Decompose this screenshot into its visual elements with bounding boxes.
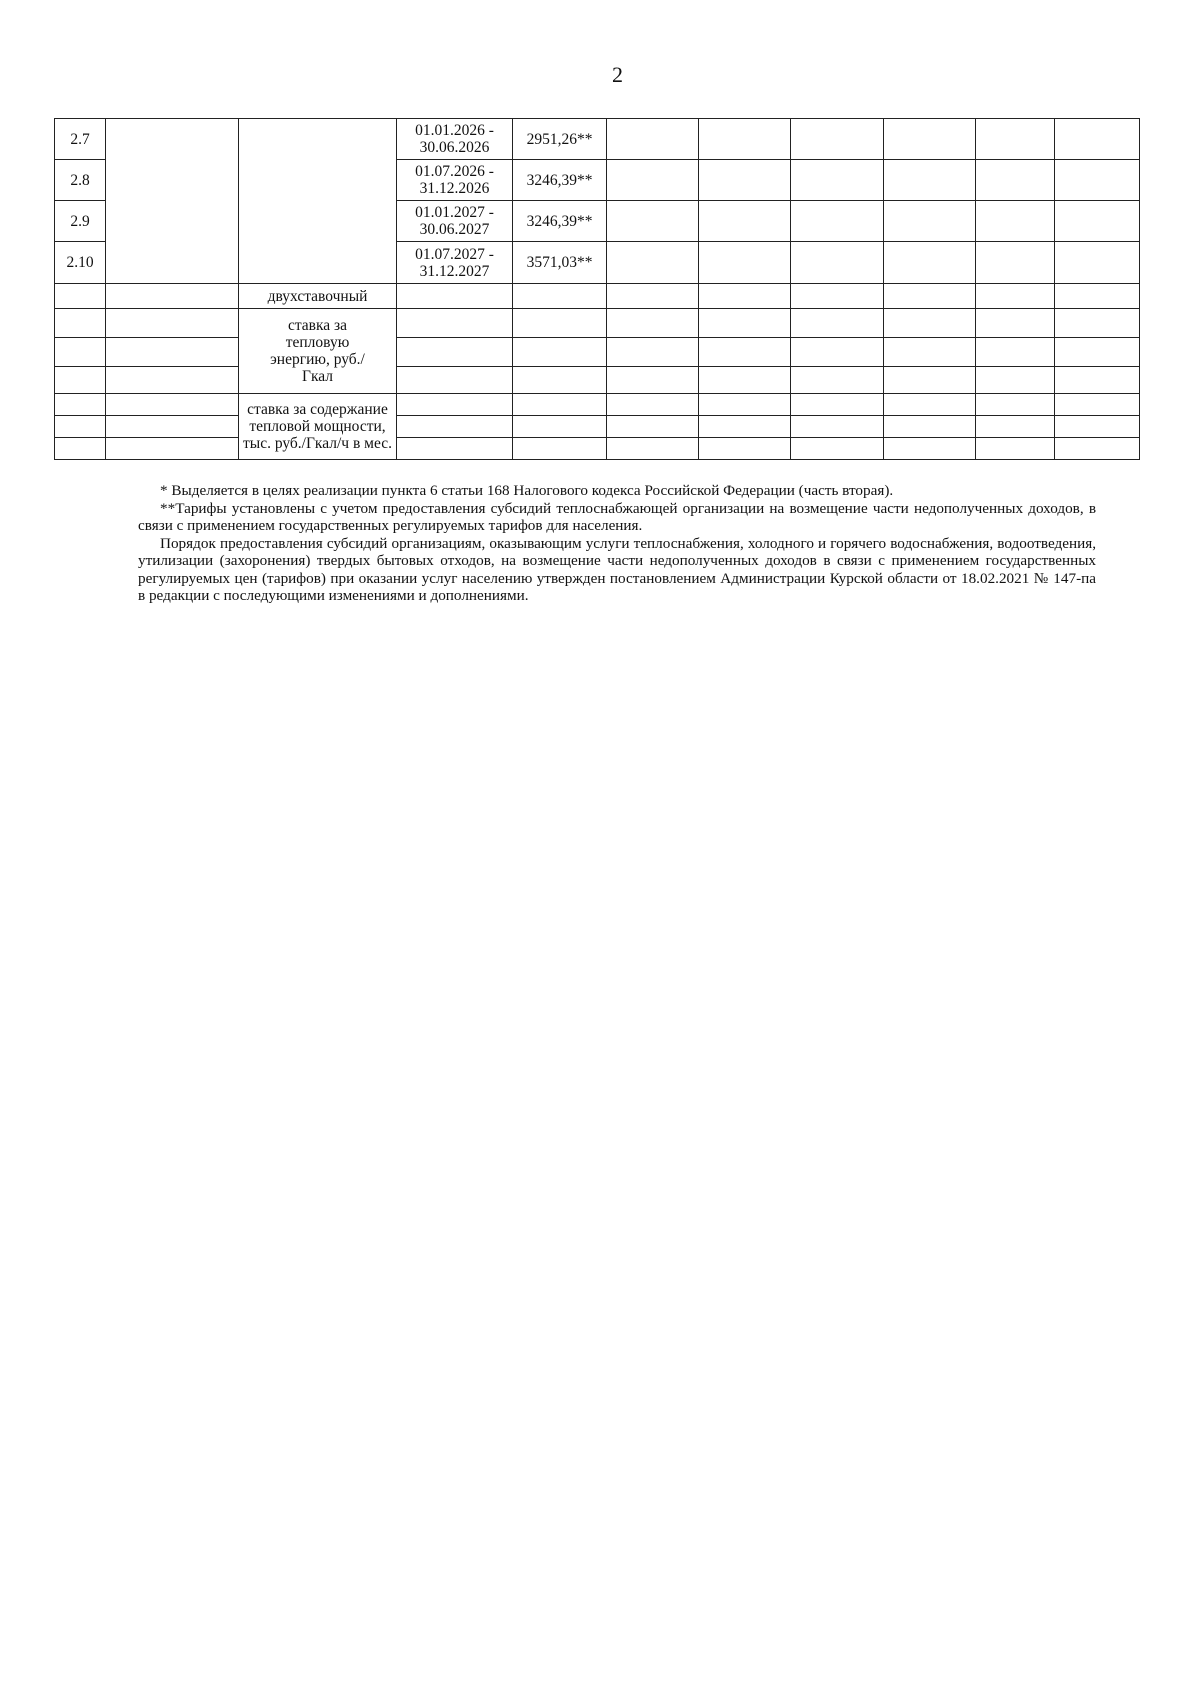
empty-cell [884, 119, 976, 160]
empty-cell [513, 367, 607, 394]
empty-cell [699, 201, 791, 242]
empty-cell [1055, 367, 1140, 394]
empty-cell [607, 416, 699, 438]
empty-cell [884, 309, 976, 338]
empty-cell [607, 309, 699, 338]
period-cell [397, 119, 513, 160]
period-cell [397, 201, 513, 242]
table-row [55, 309, 1140, 338]
period-start: 01.01.2026 - [415, 122, 494, 139]
empty-cell [699, 394, 791, 416]
empty-cell [791, 394, 884, 416]
period-cell [397, 242, 513, 284]
empty-cell [791, 119, 884, 160]
empty-cell [106, 284, 239, 309]
empty-cell [699, 119, 791, 160]
empty-cell [607, 394, 699, 416]
empty-cell [976, 242, 1055, 284]
empty-cell [607, 338, 699, 367]
empty-cell [607, 242, 699, 284]
table-row [55, 119, 1140, 160]
empty-cell [791, 438, 884, 460]
empty-cell [106, 367, 239, 394]
empty-cell [55, 416, 106, 438]
period-start: 01.01.2027 - [415, 204, 494, 221]
empty-cell [1055, 160, 1140, 201]
empty-cell [397, 438, 513, 460]
empty-cell [976, 309, 1055, 338]
empty-cell [513, 394, 607, 416]
footnote-subsidy: **Тарифы установлены с учетом предоставления субсидий теплоснабжающей организации на возмещение части недополученных доходов, в связи с применением государственных регулируемых тарифов для населения. [138, 499, 1096, 534]
table-row [55, 416, 1140, 438]
empty-cell [607, 438, 699, 460]
table-row [55, 394, 1140, 416]
row-number: 2.10 [55, 242, 106, 284]
row-number: 2.7 [55, 119, 106, 160]
tariff-value: 3571,03** [513, 242, 607, 284]
empty-cell [884, 394, 976, 416]
empty-cell [397, 338, 513, 367]
empty-cell [106, 119, 239, 284]
empty-cell [1055, 201, 1140, 242]
empty-cell [976, 438, 1055, 460]
empty-cell [699, 160, 791, 201]
empty-cell [1055, 242, 1140, 284]
empty-cell [55, 394, 106, 416]
empty-cell [884, 201, 976, 242]
empty-cell [1055, 309, 1140, 338]
empty-cell [55, 367, 106, 394]
empty-cell [55, 284, 106, 309]
empty-cell [791, 338, 884, 367]
empty-cell [699, 284, 791, 309]
capacity-rate-label: ставка за содержание тепловой мощности, тыс. руб./Гкал/ч в мес. [239, 394, 397, 460]
empty-cell [791, 284, 884, 309]
empty-cell [513, 438, 607, 460]
empty-cell [791, 160, 884, 201]
row-number: 2.8 [55, 160, 106, 201]
empty-cell [699, 367, 791, 394]
empty-cell [699, 416, 791, 438]
empty-cell [976, 119, 1055, 160]
empty-cell [699, 438, 791, 460]
row-number: 2.9 [55, 201, 106, 242]
period-start: 01.07.2026 - [415, 163, 494, 180]
empty-cell [976, 160, 1055, 201]
empty-cell [791, 367, 884, 394]
empty-cell [397, 416, 513, 438]
empty-cell [976, 394, 1055, 416]
empty-cell [699, 242, 791, 284]
empty-cell [1055, 438, 1140, 460]
empty-cell [976, 284, 1055, 309]
empty-cell [1055, 394, 1140, 416]
empty-cell [976, 338, 1055, 367]
subsidy-procedure-paragraph: Порядок предоставления субсидий организациям, оказывающим услуги теплоснабжения, холодного и горячего водоснабжения, водоотведения, утилизации (захоронения) твердых бытовых отходов, на возмещение части недополученных доходов в связи с применением государственных регулируемых цен (тарифов) при оказании услуг населению утвержден постановлением Администрации Курской области от 18.02.2021 № 147-па в редакции с последующими изменениями и дополнениями. [138, 534, 1096, 604]
empty-cell [106, 309, 239, 338]
empty-cell [791, 416, 884, 438]
empty-cell [976, 201, 1055, 242]
empty-cell [884, 367, 976, 394]
empty-cell [513, 416, 607, 438]
tariff-table [54, 118, 1140, 460]
period-end: 31.12.2026 [419, 180, 490, 197]
empty-cell [976, 416, 1055, 438]
empty-cell [884, 438, 976, 460]
empty-cell [699, 309, 791, 338]
table-row [55, 367, 1140, 394]
empty-cell [106, 394, 239, 416]
period-end: 30.06.2026 [419, 139, 490, 156]
empty-cell [607, 119, 699, 160]
period-start: 01.07.2027 - [415, 245, 494, 263]
empty-cell [791, 201, 884, 242]
empty-cell [1055, 284, 1140, 309]
empty-cell [513, 309, 607, 338]
table-row [55, 438, 1140, 460]
table-row [55, 338, 1140, 367]
empty-cell [55, 309, 106, 338]
empty-cell [513, 338, 607, 367]
empty-cell [397, 309, 513, 338]
empty-cell [397, 367, 513, 394]
period-end: 31.12.2027 [419, 262, 490, 280]
period-cell [397, 160, 513, 201]
empty-cell [239, 119, 397, 284]
period-end: 30.06.2027 [419, 221, 490, 238]
empty-cell [397, 394, 513, 416]
empty-cell [884, 284, 976, 309]
empty-cell [791, 242, 884, 284]
empty-cell [791, 309, 884, 338]
empty-cell [513, 284, 607, 309]
empty-cell [607, 201, 699, 242]
empty-cell [884, 242, 976, 284]
empty-cell [1055, 338, 1140, 367]
energy-rate-label: ставка за тепловую энергию, руб./Гкал [239, 309, 397, 394]
empty-cell [699, 338, 791, 367]
empty-cell [1055, 416, 1140, 438]
page-number: 2 [612, 62, 623, 87]
empty-cell [884, 160, 976, 201]
empty-cell [1055, 119, 1140, 160]
empty-cell [607, 367, 699, 394]
empty-cell [55, 338, 106, 367]
empty-cell [884, 416, 976, 438]
empty-cell [397, 284, 513, 309]
empty-cell [106, 416, 239, 438]
empty-cell [607, 160, 699, 201]
empty-cell [55, 438, 106, 460]
empty-cell [106, 338, 239, 367]
empty-cell [976, 367, 1055, 394]
tariff-value: 3246,39** [513, 201, 607, 242]
empty-cell [607, 284, 699, 309]
tariff-value: 3246,39** [513, 160, 607, 201]
two-part-label: двухставочный [239, 284, 397, 309]
tariff-value: 2951,26** [513, 119, 607, 160]
footnote-vat: * Выделяется в целях реализации пункта 6 статьи 168 Налогового кодекса Российской Федерации (часть вторая). [160, 482, 894, 499]
empty-cell [106, 438, 239, 460]
empty-cell [884, 338, 976, 367]
footnotes [138, 482, 1096, 605]
table-row [55, 284, 1140, 309]
